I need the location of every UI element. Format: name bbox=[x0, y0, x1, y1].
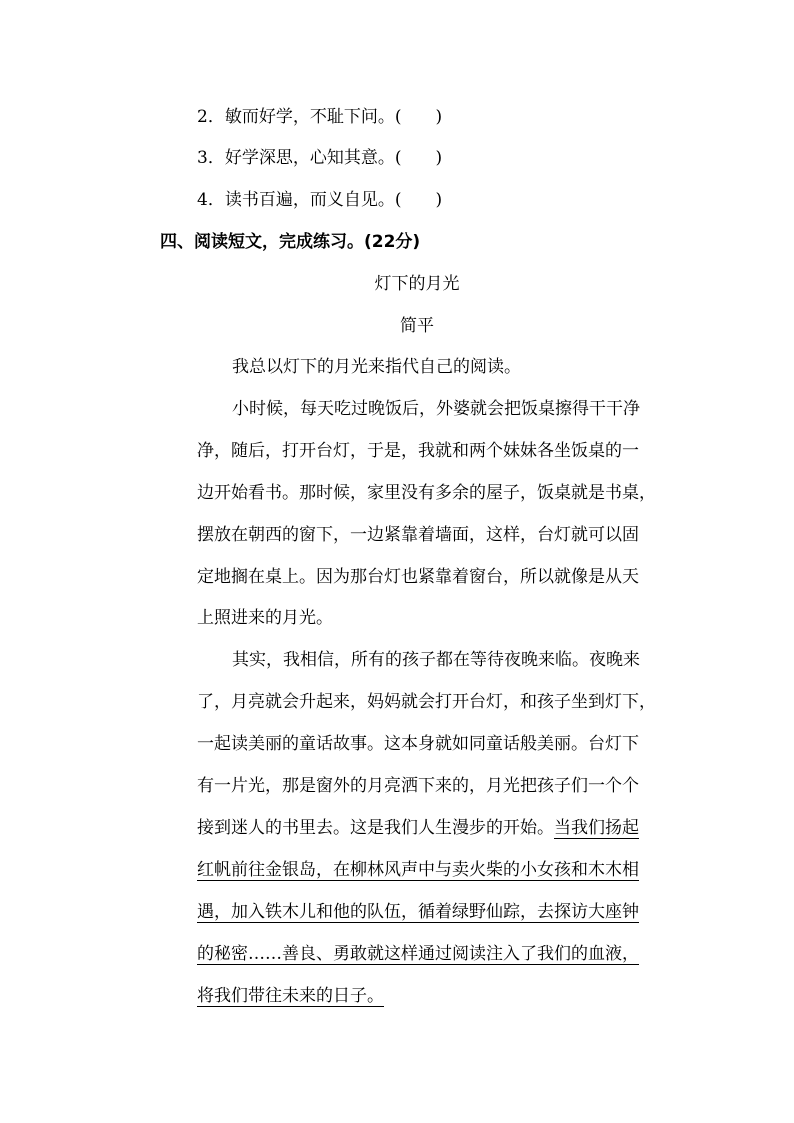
paragraph-text: 接到迷人的书里去。这是我们人生漫步的开始。 bbox=[197, 818, 554, 838]
question-item: 4．读书百遍，而义自见。( ) bbox=[197, 190, 443, 210]
paragraph-line bbox=[197, 816, 639, 840]
paragraph-line: 摆放在朝西的窗下，一边紧靠着墙面，这样，台灯就可以固 bbox=[197, 525, 639, 545]
paragraph-line: 上照进来的月光。 bbox=[197, 608, 333, 628]
paragraph-line: 一起读美丽的童话故事。这本身就如同童话般美丽。台灯下 bbox=[197, 734, 639, 754]
paragraph-line: 定地搁在桌上。因为那台灯也紧靠着窗台，所以就像是从天 bbox=[197, 567, 639, 587]
paragraph-line: 我总以灯下的月光来指代自己的阅读。 bbox=[232, 357, 521, 377]
article-author: 简平 bbox=[400, 316, 434, 336]
underlined-line: 将我们带往未来的日子。 bbox=[197, 986, 384, 1006]
paragraph-line: 了，月亮就会升起来，妈妈就会打开台灯，和孩子坐到灯下， bbox=[197, 692, 656, 712]
paragraph-line: 边开始看书。那时候，家里没有多余的屋子，饭桌就是书桌， bbox=[197, 483, 656, 503]
underlined-text: 当我们扬起 bbox=[554, 818, 639, 838]
question-item: 2．敏而好学，不耻下问。( ) bbox=[197, 107, 443, 127]
underlined-line: 遇，加入铁木儿和他的队伍，循着绿野仙踪，去探访大座钟 bbox=[197, 902, 639, 922]
question-item: 3．好学深思，心知其意。( ) bbox=[197, 148, 443, 168]
paragraph-line: 有一片光，那是窗外的月亮洒下来的，月光把孩子们一个个 bbox=[197, 776, 639, 796]
section-heading: 四、阅读短文，完成练习。(22分) bbox=[160, 232, 421, 252]
paragraph-line: 小时候，每天吃过晚饭后，外婆就会把饭桌擦得干干净 bbox=[232, 399, 640, 419]
paragraph-line: 其实，我相信，所有的孩子都在等待夜晚来临。夜晚来 bbox=[232, 650, 640, 670]
paragraph-line: 净，随后，打开台灯，于是，我就和两个妹妹各坐饭桌的一 bbox=[197, 441, 639, 461]
article-title: 灯下的月光 bbox=[374, 274, 460, 294]
underlined-line: 红帆前往金银岛，在柳林风声中与卖火柴的小女孩和木木相 bbox=[197, 860, 639, 880]
underlined-line: 的秘密……善良、勇敢就这样通过阅读注入了我们的血液， bbox=[197, 944, 639, 964]
